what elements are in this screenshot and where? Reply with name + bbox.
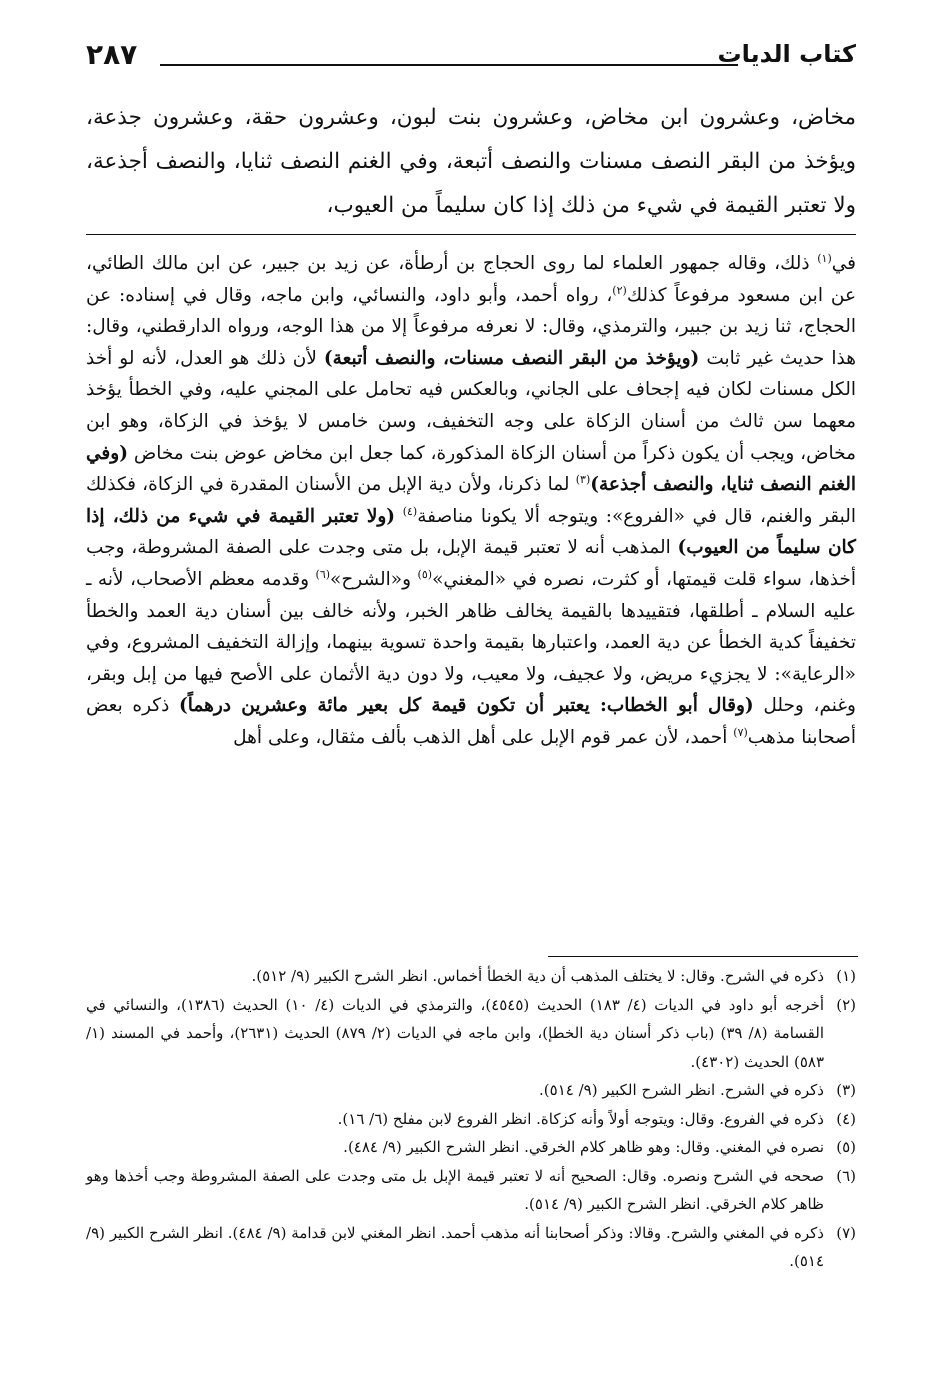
footnote-marker: (٣) (575, 473, 591, 486)
quoted-matn: (وفي الغنم النصف ثنايا، والنصف أجذعة) (86, 442, 856, 496)
footnote-marker: (٧) (733, 725, 748, 739)
footnote-text: أخرجه أبو داود في الديات (٤/ ١٨٣) الحديث (٤٥٤٥)، والترمذي في الديات (٤/ ١٠) الحديث (١٣٨٦)، والنسائي في القسامة (٨/ ٣٩) (باب ذكر أسنان دية الخطإ)، وابن ماجه في الديات (٢/ ٨٧٩) الحديث (٢٦٣١)، وأحمد في المسند (١/ ٥٨٣) الحديث (٤٣٠٢). (86, 995, 824, 1071)
footnote-number: (٤) (836, 1109, 856, 1128)
footnote-marker: (١) (817, 251, 832, 265)
page-header (86, 30, 856, 78)
footnote-text: صححه في الشرح ونصره. وقال: الصحيح أنه لا تعتبر قيمة الإبل بل متى وجدت على الصفة المشروطة وجب أخذها وهو ظاهر كلام الخرقي. انظر الشرح الكبير (٩/ ٥١٤). (86, 1166, 824, 1213)
text-separator (86, 234, 856, 235)
main-text (86, 96, 856, 228)
footnote-text: ذكره في الفروع. وقال: ويتوجه أولاً وأنه كزكاة. انظر الفروع لابن مفلح (٦/ ١٦). (337, 1109, 824, 1128)
footnote-separator (548, 956, 858, 957)
footnote (86, 1076, 856, 1105)
footnote (86, 991, 856, 1077)
commentary-text: لما ذكرنا، ولأن دية الإبل من الأسنان المقدرة في الزكاة، فكذلك البقر والغنم، قال في «الفروع»: ويتوجه ألا يكونا مناصفة (86, 474, 856, 527)
commentary-text: ذلك، وقاله جمهور العلماء لما روى الحجاج بن أرطأة، عن زيد بن جبير، عن ابن مالك الطائي، عن ابن مسعود مرفوعاً كذلك (86, 253, 856, 306)
footnote-marker: (٦) (315, 567, 331, 581)
commentary (86, 248, 856, 754)
commentary-text: و«الشرح» (330, 568, 418, 590)
commentary-text: لأن ذلك هو العدل، لأنه لو أخذ الكل مسنات لكان فيه إجحاف على الجاني، وبالعكس فيه تحامل على المجني عليه، وفي الخطأ يؤخذ معهما سن ثالث من أسنان الزكاة على وجه التخفيف، وسن خامس لا يؤخذ في الزكاة، وهو ابن مخاض، ويجب أن يكون ذكراً من أسنان الزكاة المذكورة، كما جعل ابن مخاض عوض بنت مخاض (86, 347, 856, 464)
footnote-marker: (٢) (612, 283, 627, 297)
commentary-text: المذهب أنه لا تعتبر قيمة الإبل، بل متى وجدت على الصفة المشروطة، وجب أخذها، سواء قلت قيمتها، أو كثرت، نصره في «المغني» (86, 537, 856, 590)
quoted-matn: (وقال أبو الخطاب: يعتبر أن تكون قيمة كل بعير مائة وعشرين درهماً) (179, 695, 754, 717)
commentary-text: في (831, 253, 856, 274)
footnote (86, 1219, 856, 1276)
footnote-number: (٥) (836, 1138, 856, 1156)
footnote (86, 1105, 856, 1134)
footnote-marker: (٥) (417, 567, 433, 581)
footnote-text: نصره في المغني. وقال: وهو ظاهر كلام الخرقي. انظر الشرح الكبير (٩/ ٤٨٤). (343, 1138, 824, 1156)
footnote (86, 1133, 856, 1162)
quoted-matn: (ويؤخذ من البقر النصف مسنات، والنصف أتبعة) (323, 347, 700, 369)
commentary-text: ، رواه أحمد، وأبو داود، والنسائي، وابن ماجه، وقال في إسناده: عن الحجاج، ثنا زيد بن جبير، والترمذي، وقال: لا نعرفه مرفوعاً إلا من هذا الوجه، ورواه الدارقطني، وقال: هذا حديث غير ثابت (86, 284, 856, 369)
footnote-number: (٢) (836, 995, 856, 1014)
footnote-text: ذكره في الشرح. انظر الشرح الكبير (٩/ ٥١٤). (539, 1081, 824, 1099)
commentary-paragraph (86, 248, 856, 754)
footnote-number: (١) (836, 967, 856, 985)
footnote-text: ذكره في الشرح. وقال: لا يختلف المذهب أن دية الخطأ أخماس. انظر الشرح الكبير (٩/ ٥١٢). (251, 967, 824, 985)
footnote-marker: (٤) (402, 504, 418, 518)
header-rule (160, 64, 738, 66)
main-text-paragraph: مخاض، وعشرون ابن مخاض، وعشرون بنت لبون، وعشرون حقة، وعشرون جذعة، ويؤخذ من البقر النصف مسنات والنصف أتبعة، وفي الغنم النصف ثنايا، والنصف أجذعة، ولا تعتبر القيمة في شيء من ذلك إذا كان سليماً من العيوب، (86, 105, 856, 218)
footnote-number: (٣) (836, 1081, 856, 1099)
footnote-number: (٧) (836, 1223, 856, 1242)
footnote (86, 1162, 856, 1219)
page-number: ٢٨٧ (86, 38, 138, 71)
footnote-text: ذكره في المغني والشرح. وقالا: وذكر أصحابنا أنه مذهب أحمد. انظر المغني لابن قدامة (٩/ ٤٨٤). انظر الشرح الكبير (٩/ ٥١٤). (86, 1223, 824, 1270)
commentary-text: وقدمه معظم الأصحاب، لأنه ـ عليه السلام ـ أطلقها، فتقييدها بالقيمة يخالف ظاهر الخبر، ولأنه خالف بين أسنان دية العمد والخطأ تخفيفاً كدية الخطأ عن دية العمد، واعتبارها بقيمة واحدة تسوية بينهما، وإزالة التخفيف المشروع، وفي «الرعاية»: لا يجزيء مريض، ولا عجيف، ولا معيب، ولا دون دية الأثمان على الأصح فيها من إبل وبقر، وغنم، وحلل (86, 568, 856, 717)
footnote-number: (٦) (836, 1166, 856, 1185)
commentary-text: أحمد، لأن عمر قوم الإبل على أهل الذهب بألف مثقال، وعلى أهل (233, 726, 734, 748)
quoted-matn: (ولا تعتبر القيمة في شيء من ذلك، إذا كان سليماً من العيوب) (86, 505, 856, 559)
commentary-text: ذكره بعض أصحابنا مذهب (86, 695, 856, 748)
commentary-text (395, 506, 403, 527)
book-title: كتاب الديات (717, 40, 856, 68)
footnotes (86, 962, 856, 1276)
footnote (86, 962, 856, 991)
